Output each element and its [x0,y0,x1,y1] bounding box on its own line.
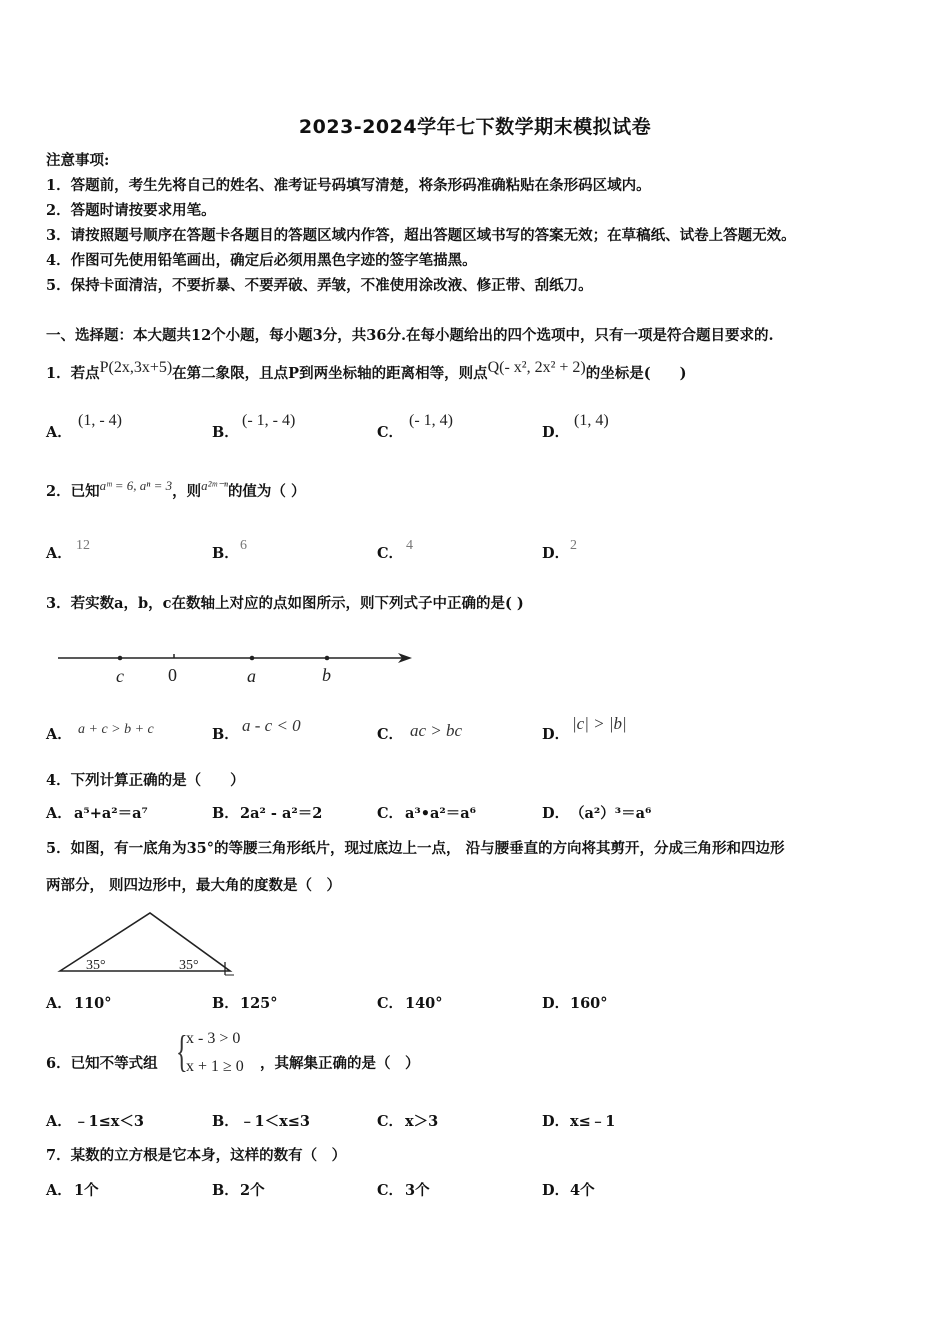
q2-mid: ，则 [172,483,202,500]
q1-point-q: Q(- x², 2x² + 2) [487,359,586,376]
q7-option-a-label: A． [46,1182,72,1199]
q1-option-c-label: C． [377,424,404,441]
q6-option-d: x≤﹣1 [570,1113,616,1130]
q6-option-c: x＞3 [405,1113,439,1130]
q5-option-a: 110° [74,995,112,1012]
label-b: b [322,665,331,685]
section-heading: 一、选择题：本大题共12个小题，每小题3分，共36分.在每小题给出的四个选项中，只有一项是符合题目要求的. [46,327,774,344]
inequality-system [176,1027,256,1080]
q5-option-c-label: C． [377,995,404,1012]
q4-option-c: a³•a²＝a⁶ [405,805,477,822]
q3-option-c-label: C． [377,726,404,743]
q7-option-d: 4个 [570,1182,595,1199]
q3-option-b: a - c < 0 [242,716,301,735]
notice-item: 4．作图可先使用铅笔画出，确定后必须用黑色字迹的签字笔描黑。 [46,252,477,269]
question-4: 4．下列计算正确的是（ ） [46,772,245,789]
question-6-prefix: 6．已知不等式组 [46,1055,158,1072]
question-2 [46,478,306,502]
label-c: c [116,666,124,686]
q7-option-a: 1个 [74,1182,99,1199]
q1-option-a-label: A． [46,424,72,441]
q2-condition: aᵐ = 6, aⁿ = 3 [99,478,173,493]
question-6-suffix: ，其解集正确的是（ ） [260,1055,420,1072]
q4-option-b: 2a² - a²＝2 [240,805,323,822]
q6-option-a-label: A． [46,1113,72,1130]
angle-label-left: 35° [86,958,106,973]
number-line-figure [56,645,416,690]
q1-option-c: (- 1, 4) [409,412,453,429]
q2-option-b-label: B． [212,545,239,562]
q2-option-a: 12 [76,538,90,553]
q5-option-b-label: B． [212,995,239,1012]
q3-option-c: ac > bc [410,721,463,740]
q5-option-b: 125° [240,995,278,1012]
q6-option-b: ﹣1＜x≤3 [240,1113,310,1130]
q4-option-b-label: B． [212,805,239,822]
q7-option-c-label: C． [377,1182,404,1199]
notice-heading: 注意事项: [46,152,110,169]
point-a [250,656,255,661]
q1-option-a: (1, - 4) [78,412,122,429]
q1-prefix: 1．若点 [46,365,100,382]
q6-option-b-label: B． [212,1113,239,1130]
notice-item: 5．保持卡面清洁，不要折暴、不要弄破、弄皱，不准使用涂改液、修正带、刮纸刀。 [46,277,593,294]
q2-option-a-label: A． [46,545,72,562]
q1-option-d-label: D． [542,424,570,441]
q2-option-b: 6 [240,538,247,553]
q3-option-a: a + c > b + c [78,722,154,737]
q1-point-p: P(2x,3x+5) [99,359,173,376]
notice-item: 1．答题前，考生先将自己的姓名、准考证号码填写清楚，将条形码准确粘贴在条形码区域内。 [46,177,651,194]
q5-option-d: 160° [570,995,608,1012]
q5-option-d-label: D． [542,995,570,1012]
q3-option-d-label: D． [542,726,570,743]
q1-option-d: (1, 4) [574,412,609,429]
q3-option-b-label: B． [212,726,239,743]
q6-option-d-label: D． [542,1113,570,1130]
q2-option-d: 2 [570,538,577,553]
q6-option-a: ﹣1≤x＜3 [74,1113,144,1130]
inequality-1: x - 3 > 0 [186,1030,241,1047]
q2-option-d-label: D． [542,545,570,562]
q4-option-a: a⁵+a²＝a⁷ [74,805,148,822]
q7-option-b-label: B． [212,1182,239,1199]
question-1 [46,359,687,384]
q1-option-b-label: B． [212,424,239,441]
q2-expression: a²ᵐ⁻ⁿ [201,478,228,493]
notice-item: 3．请按照题号顺序在答题卡各题目的答题区域内作答，超出答题区域书写的答案无效；在草稿纸、试卷上答题无效。 [46,227,796,244]
question-5-line-1: 5．如图，有一底角为35°的等腰三角形纸片，现过底边上一点， 沿与腰垂直的方向将其剪开，分成三角形和四边形 [46,840,785,857]
q4-option-d: （a²）³＝a⁶ [570,805,652,822]
q4-option-c-label: C． [377,805,404,822]
q4-option-d-label: D． [542,805,570,822]
q6-option-c-label: C． [377,1113,404,1130]
point-b [325,656,330,661]
q5-option-c: 140° [405,995,443,1012]
page-title: 2023-2024学年七下数学期末模拟试卷 [298,116,652,138]
label-zero: 0 [168,665,177,685]
q1-end: 的坐标是( ) [585,365,687,382]
q1-mid: 在第二象限，且点P到两坐标轴的距离相等，则点 [172,365,488,382]
q2-end: 的值为（ ） [227,483,306,500]
brace-icon: { [176,1027,188,1076]
triangle-figure [56,906,241,978]
q2-prefix: 2．已知 [46,483,100,500]
angle-label-right: 35° [179,958,199,973]
q2-option-c-label: C． [377,545,404,562]
label-a: a [247,666,256,686]
q3-option-a-label: A． [46,726,72,743]
question-5-line-2: 两部分， 则四边形中，最大角的度数是（ ） [46,877,342,894]
q2-option-c: 4 [406,538,413,553]
question-3: 3．若实数a，b，c在数轴上对应的点如图所示，则下列式子中正确的是( ) [46,595,524,612]
inequality-2: x + 1 ≥ 0 [186,1058,244,1075]
q5-option-a-label: A． [46,995,72,1012]
q3-option-d: |c| > |b| [572,714,627,733]
q7-option-d-label: D． [542,1182,570,1199]
question-7: 7．某数的立方根是它本身，这样的数有（ ） [46,1147,347,1164]
point-c [118,656,123,661]
notice-item: 2．答题时请按要求用笔。 [46,202,216,219]
q4-option-a-label: A． [46,805,72,822]
q7-option-c: 3个 [405,1182,430,1199]
q1-option-b: (- 1, - 4) [242,412,296,429]
q7-option-b: 2个 [240,1182,265,1199]
